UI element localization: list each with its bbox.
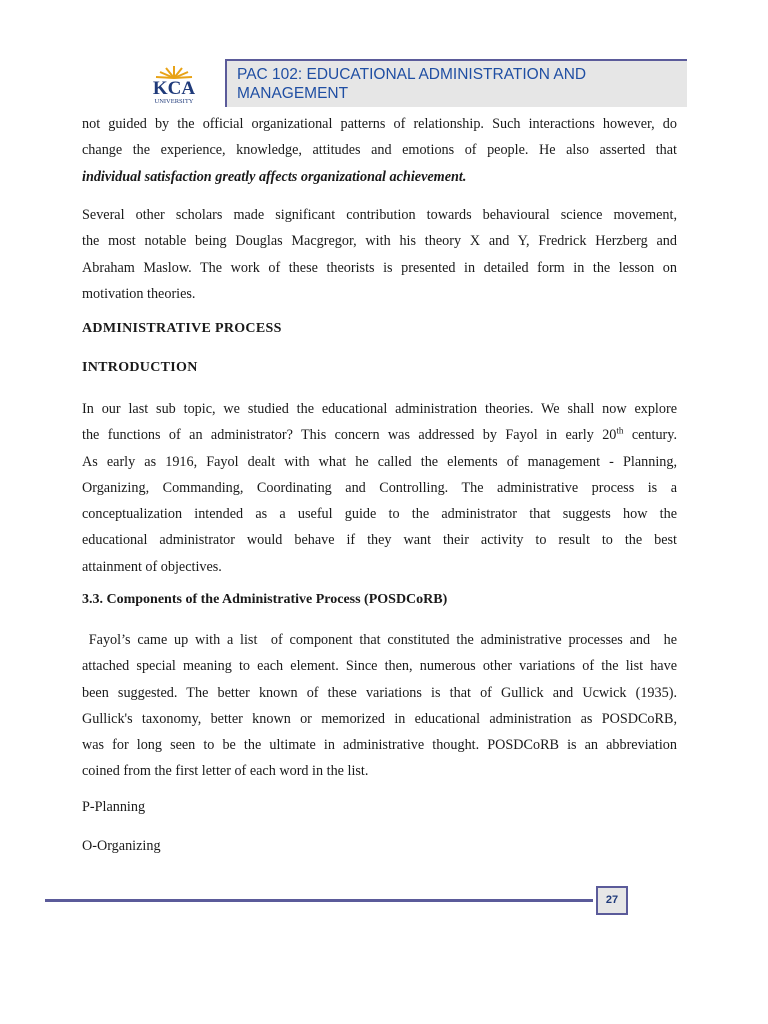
list-item: P-Planning	[82, 799, 146, 815]
paragraph-1	[82, 111, 677, 190]
paragraph-3-line-7: attainment of objectives.	[82, 558, 222, 575]
list-item: O-Organizing	[82, 838, 161, 854]
paragraph-4-line-2: attached special meaning to each element. Since then, numerous other variations of the list have	[82, 658, 677, 675]
paragraph-2	[82, 202, 677, 307]
sun-rays-icon	[156, 66, 192, 78]
paragraph-2-line-2: the most notable being Douglas Macgregor, with his theory X and Y, Fredrick Herzberg and	[82, 233, 677, 250]
paragraph-4-line-4: Gullick's taxonomy, better known or memorized in educational administration as POSDCoRB,	[82, 710, 677, 727]
footer-divider	[45, 899, 593, 902]
paragraph-4-line-5: was for long seen to be the ultimate in administrative thought. POSDCoRB is an abbreviation	[82, 737, 677, 754]
paragraph-3-line-4: Organizing, Commanding, Coordinating and Controlling. The administrative process is a	[82, 479, 677, 496]
superscript-th: th	[616, 425, 624, 436]
paragraph-4-line-1: Fayol’s came up with a list of component that constituted the administrative processes and he	[82, 632, 677, 648]
paragraph-1-emphasis: individual satisfaction greatly affects organizational achievement.	[82, 168, 467, 185]
course-title: PAC 102: EDUCATIONAL ADMINISTRATION AND MANAGEMENT	[237, 66, 587, 102]
university-logo	[132, 62, 216, 106]
heading-introduction: INTRODUCTION	[82, 360, 198, 375]
heading-components: 3.3. Components of the Administrative Process (POSDCoRB)	[82, 592, 448, 607]
paragraph-4-line-3: been suggested. The better known of these variations is that of Gullick and Ucwick (1935).	[82, 684, 677, 701]
paragraph-3-line-6: educational administrator would behave if they want their activity to result to the best	[82, 532, 677, 549]
paragraph-1-line-2: change the experience, knowledge, attitudes and emotions of people. He also asserted that	[82, 142, 677, 159]
paragraph-4	[82, 627, 677, 785]
paragraph-1-line-1: not guided by the official organizational patterns of relationship. Such interactions however, do	[82, 116, 677, 132]
paragraph-3-line-5: conceptualization intended as a useful guide to the administrator that suggests how the	[82, 506, 677, 523]
paragraph-3-line-2-text: the functions of an administrator? This concern was addressed by Fayol in early 20	[82, 427, 617, 444]
paragraph-3-line-2-end: century.	[623, 427, 677, 444]
paragraph-2-line-3: Abraham Maslow. The work of these theorists is presented in detailed form in the lesson on	[82, 259, 677, 276]
paragraph-2-line-4: motivation theories.	[82, 285, 196, 302]
paragraph-3-line-3: As early as 1916, Fayol dealt with what he called the elements of management - Planning,	[82, 453, 677, 470]
paragraph-4-line-6: coined from the first letter of each word in the list.	[82, 763, 369, 780]
paragraph-3	[82, 396, 677, 580]
paragraph-3-line-1: In our last sub topic, we studied the educational administration theories. We shall now explore	[82, 401, 677, 417]
page-number: 27	[605, 894, 619, 906]
page-number-box	[596, 886, 628, 915]
paragraph-2-line-1: Several other scholars made significant contribution towards behavioural science movement,	[82, 207, 677, 223]
heading-administrative-process: ADMINISTRATIVE PROCESS	[82, 321, 282, 336]
header-banner	[225, 59, 687, 107]
paragraph-3-line-2	[82, 422, 677, 448]
logo-text: KCA	[152, 78, 196, 99]
logo-subtext: UNIVERSITY	[154, 98, 194, 105]
